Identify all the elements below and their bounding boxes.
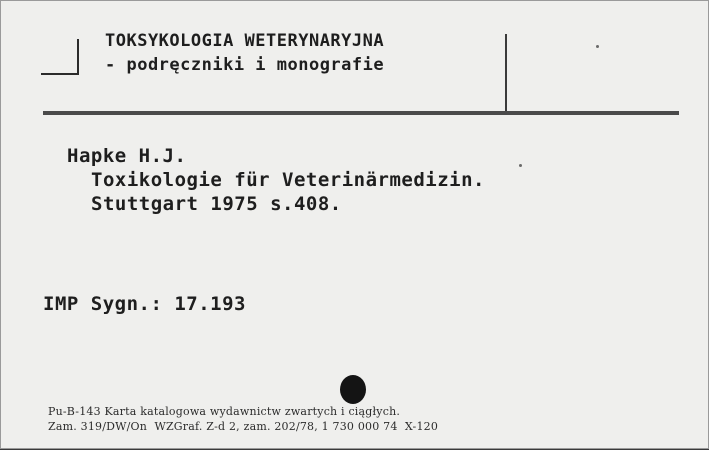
vertical-rule bbox=[505, 34, 507, 112]
subject-subheading: - podręczniki i monografie bbox=[105, 55, 385, 75]
printer-imprint-line2: Zam. 319/DW/On WZGraf. Z-d 2, zam. 202/78, 1 730 000 74 X-120 bbox=[48, 420, 439, 433]
corner-mark-vertical bbox=[77, 39, 79, 75]
signature-label: IMP Sygn.: bbox=[43, 293, 163, 315]
corner-mark-horizontal bbox=[41, 73, 79, 75]
entry-publication: Stuttgart 1975 s.408. bbox=[91, 193, 342, 215]
subject-heading: TOKSYKOLOGIA WETERYNARYJNA bbox=[105, 31, 385, 51]
signature-line bbox=[43, 293, 246, 315]
printer-imprint-line1: Pu-B-143 Karta katalogowa wydawnictw zwartych i ciągłych. bbox=[48, 405, 401, 418]
card-speck bbox=[519, 164, 522, 167]
entry-title: Toxikologie für Veterinärmedizin. bbox=[91, 169, 485, 191]
signature-value: 17.193 bbox=[174, 293, 246, 315]
entry-author: Hapke H.J. bbox=[67, 145, 187, 167]
punch-hole bbox=[340, 375, 366, 404]
horizontal-rule bbox=[43, 111, 679, 115]
card-speck bbox=[596, 45, 599, 48]
